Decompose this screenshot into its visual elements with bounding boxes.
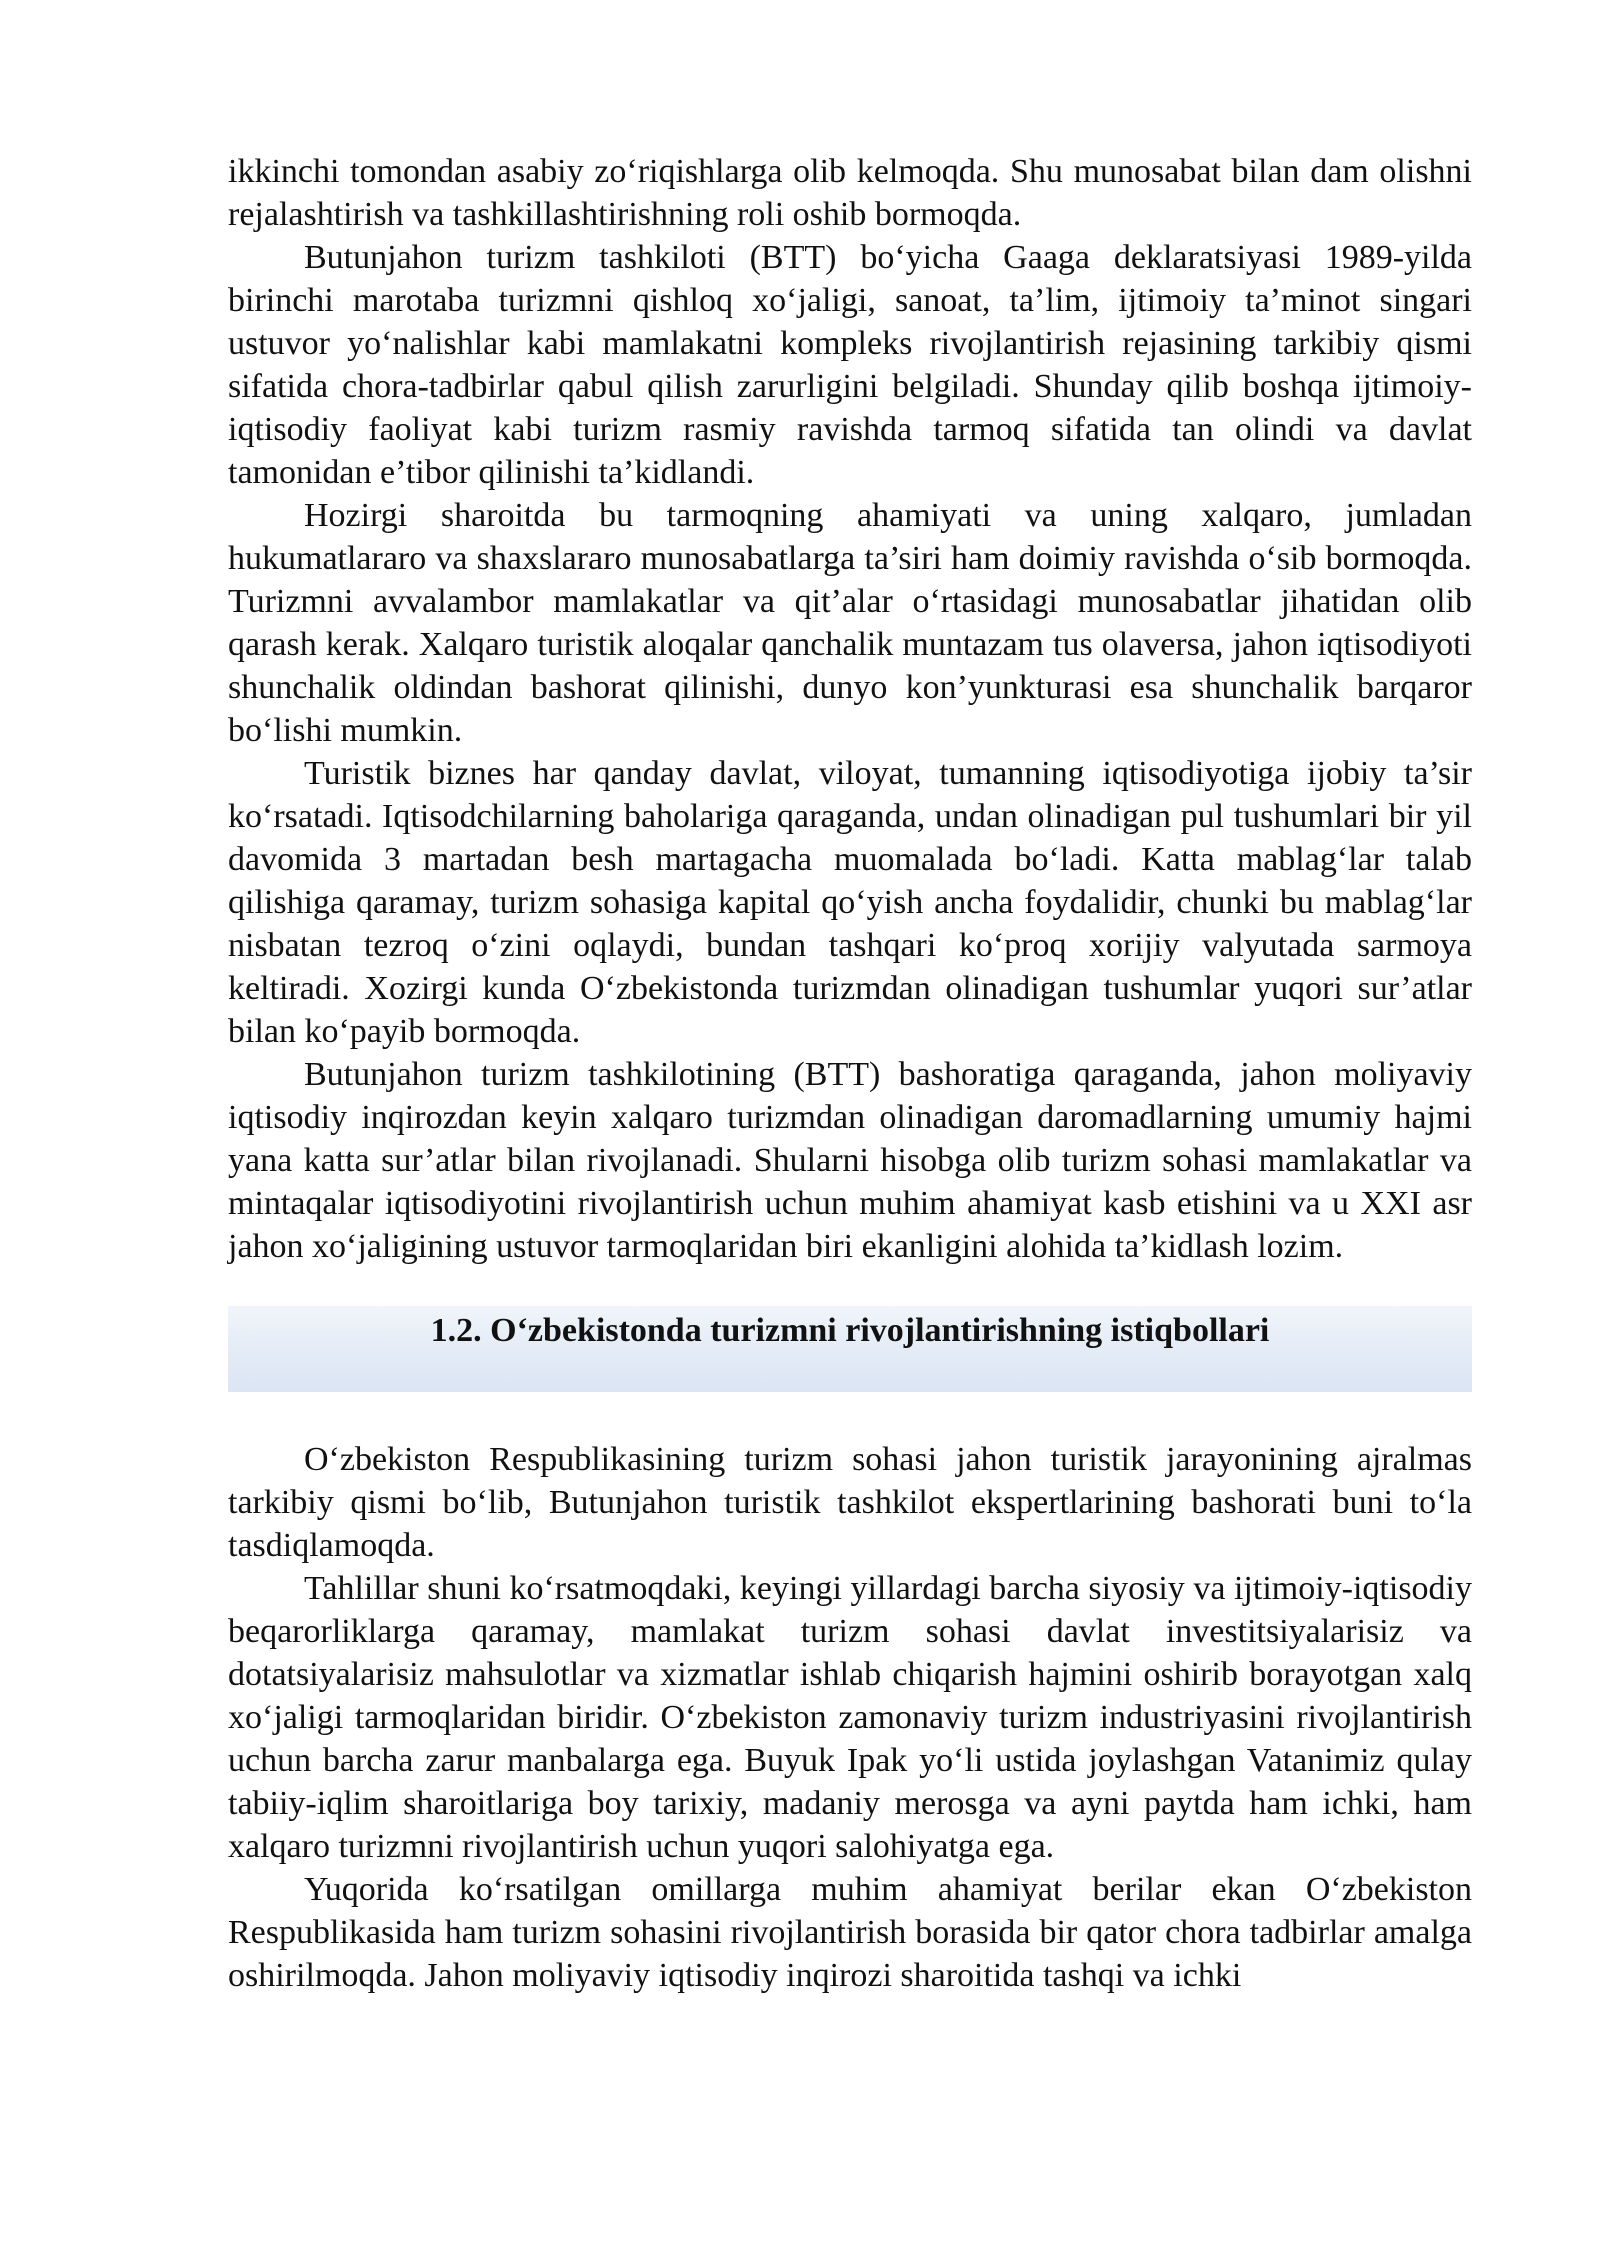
paragraph-measures: Yuqorida ko‘rsatilgan omillarga muhim ahamiyat berilar ekan O‘zbekiston Respublikasida ham turizm sohasini rivojlantirish borasida bir qator chora tadbirlar amalga oshirilmoqda. Jahon moliyaviy iqtisodiy inqirozi sharoitida tashqi va ichki	[228, 1871, 1472, 1994]
body-text-top	[228, 150, 1472, 1268]
paragraph-gaaga-declaration: Butunjahon turizm tashkiloti (BTT) bo‘yicha Gaaga deklaratsiyasi 1989-yilda birinchi marotaba turizmni qishloq xo‘jaligi, sanoat, ta’lim, ijtimoiy ta’minot singari ustuvor yo‘nalishlar kabi mamlakatni kompleks rivojlantirish rejasining tarkibiy qismi sifatida chora-tadbirlar qabul qilish zarurligini belgiladi. Shunday qilib boshqa ijtimoiy-iqtisodiy faoliyat kabi turizm rasmiy ravishda tarmoq sifatida tan olindi va davlat tamonidan e’tibor qilinishi ta’kidlandi.	[228, 239, 1472, 491]
section-heading-band	[228, 1306, 1472, 1392]
paragraph-btt-forecast: Butunjahon turizm tashkilotining (BTT) bashoratiga qaraganda, jahon moliyaviy iqtisodiy inqirozdan keyin xalqaro turizmdan olinadigan daromadlarning umumiy hajmi yana katta sur’atlar bilan rivojlanadi. Shularni hisobga olib turizm sohasi mamlakatlar va mintaqalar iqtisodiyotini rivojlantirish uchun muhim ahamiyat kasb etishini va u XXI asr jahon xo‘jaligining ustuvor tarmoqlaridan biri ekanligini alohida ta’kidlash lozim.	[228, 1056, 1472, 1265]
body-text-bottom	[228, 1438, 1472, 1997]
paragraph-international-relations: Hozirgi sharoitda bu tarmoqning ahamiyati va uning xalqaro, jumladan hukumatlararo va shaxslararo munosabatlarga ta’siri ham doimiy ravishda o‘sib bormoqda. Turizmni avvalambor mamlakatlar va qit’alar o‘rtasidagi munosabatlar jihatidan olib qarash kerak. Xalqaro turistik aloqalar qanchalik muntazam tus olaversa, jahon iqtisodiyoti shunchalik oldindan bashorat qilinishi, dunyo kon’yunkturasi esa shunchalik barqaror bo‘lishi mumkin.	[228, 497, 1472, 749]
paragraph-continuation: ikkinchi tomondan asabiy zo‘riqishlarga olib kelmoqda. Shu munosabat bilan dam olishni rejalashtirish va tashkillashtirishning roli oshib bormoqda.	[228, 153, 1472, 233]
section-heading: 1.2. O‘zbekistonda turizmni rivojlantirishning istiqbollari	[430, 1312, 1270, 1349]
paragraph-tourist-business: Turistik biznes har qanday davlat, viloyat, tumanning iqtisodiyotiga ijobiy ta’sir ko‘rsatadi. Iqtisodchilarning baholariga qaraganda, undan olinadigan pul tushumlari bir yil davomida 3 martadan besh martagacha muomalada bo‘ladi. Katta mablag‘lar talab qilishiga qaramay, turizm sohasiga kapital qo‘yish ancha foydalidir, chunki bu mablag‘lar nisbatan tezroq o‘zini oqlaydi, bundan tashqari ko‘proq xorijiy valyutada sarmoya keltiradi. Xozirgi kunda O‘zbekistonda turizmdan olinadigan tushumlar yuqori sur’atlar bilan ko‘payib bormoqda.	[228, 755, 1472, 1050]
paragraph-analysis: Tahlillar shuni ko‘rsatmoqdaki, keyingi yillardagi barcha siyosiy va ijtimoiy-iqtisodiy beqarorliklarga qaramay, mamlakat turizm sohasi davlat investitsiyalarisiz va dotatsiyalarisiz mahsulotlar va xizmatlar ishlab chiqarish hajmini oshirib borayotgan xalq xo‘jaligi tarmoqlaridan biridir. O‘zbekiston zamonaviy turizm industriyasini rivojlantirish uchun barcha zarur manbalarga ega. Buyuk Ipak yo‘li ustida joylashgan Vatanimiz qulay tabiiy-iqlim sharoitlariga boy tarixiy, madaniy merosga va ayni paytda ham ichki, ham xalqaro turizmni rivojlantirish uchun yuqori salohiyatga ega.	[228, 1570, 1472, 1865]
paragraph-uzbekistan-tourism: O‘zbekiston Respublikasining turizm sohasi jahon turistik jarayonining ajralmas tarkibiy qismi bo‘lib, Butunjahon turistik tashkilot ekspertlarining bashorati buni to‘la tasdiqlamoqda.	[228, 1441, 1472, 1564]
document-page	[228, 150, 1472, 1997]
